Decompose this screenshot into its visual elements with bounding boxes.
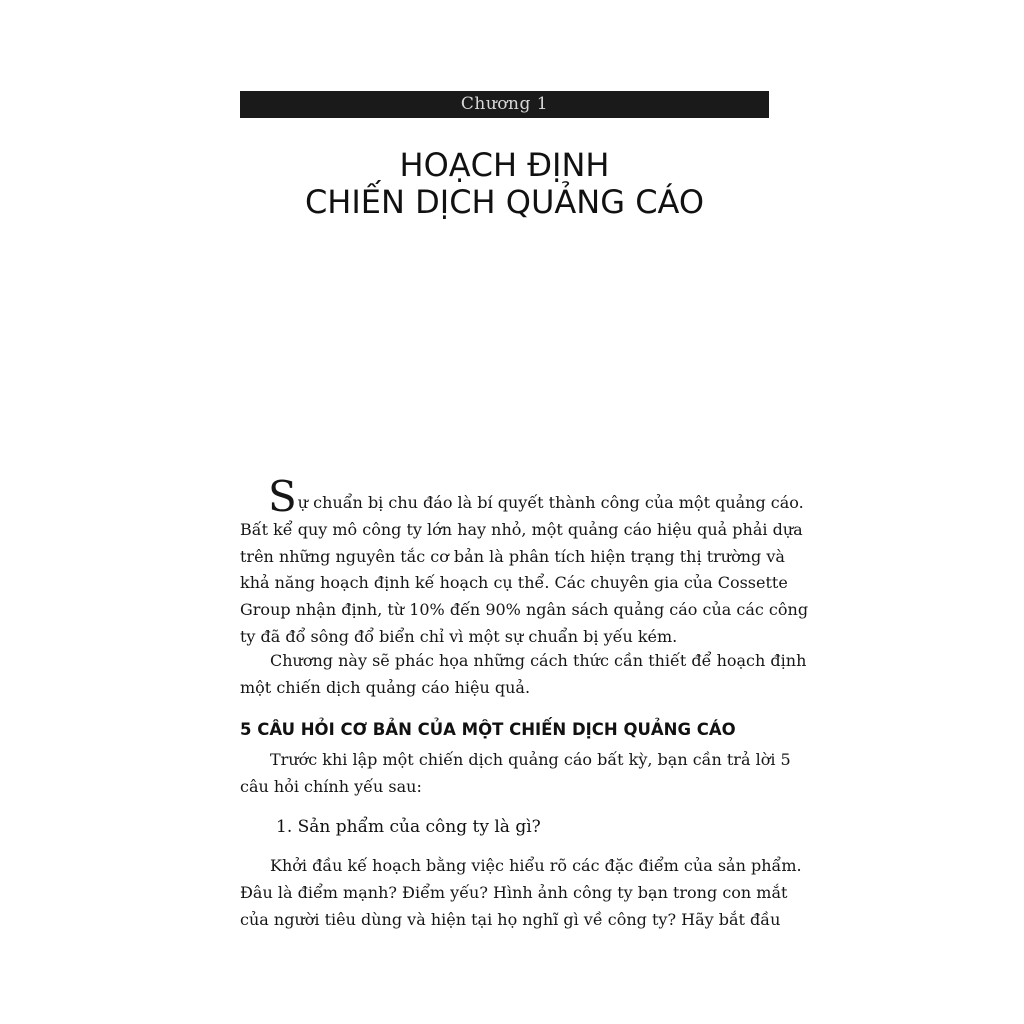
para2-line-1: Chương này sẽ phác họa những cách thức cần thiết để hoạch định: [270, 651, 807, 670]
intro-paragraph: [240, 472, 809, 651]
chapter-title-line-1: HOẠCH ĐỊNH: [399, 146, 610, 184]
intro-line-5: Group nhận định, từ 10% đến 90% ngân sách quảng cáo của các công: [240, 600, 809, 620]
question-1-heading: 1. Sản phẩm của công ty là gì?: [276, 817, 541, 837]
intro-line-2: Bất kể quy mô công ty lớn hay nhỏ, một quảng cáo hiệu quả phải dựa: [240, 519, 803, 539]
paragraph-2: [240, 648, 807, 702]
para4-line-3: của người tiêu dùng và hiện tại họ nghĩ gì về công ty? Hãy bắt đầu: [240, 909, 781, 929]
chapter-label: Chương 1: [460, 94, 549, 114]
intro-line-6: ty đã đổ sông đổ biển chỉ vì một sự chuẩn bị yếu kém.: [240, 626, 678, 646]
chapter-title-line-2: CHIẾN DỊCH QUẢNG CÁO: [304, 183, 705, 221]
paragraph-4: [240, 853, 802, 933]
intro-line-4: khả năng hoạch định kế hoạch cụ thể. Các chuyên gia của Cossette: [240, 573, 788, 593]
chapter-label-bar: [240, 91, 769, 118]
para2-line-2: một chiến dịch quảng cáo hiệu quả.: [240, 677, 531, 697]
para4-line-1: Khởi đầu kế hoạch bằng việc hiểu rõ các đặc điểm của sản phẩm.: [270, 856, 802, 875]
section-heading: 5 CÂU HỎI CƠ BẢN CỦA MỘT CHIẾN DỊCH QUẢNG CÁO: [240, 720, 736, 739]
para3-line-2: câu hỏi chính yếu sau:: [240, 776, 422, 796]
intro-line-1: Sự chuẩn bị chu đáo là bí quyết thành công của một quảng cáo.: [268, 472, 804, 521]
intro-line-3: trên những nguyên tắc cơ bản là phân tích hiện trạng thị trường và: [240, 546, 785, 566]
para4-line-2: Đâu là điểm mạnh? Điểm yếu? Hình ảnh công ty bạn trong con mắt: [240, 882, 788, 902]
para3-line-1: Trước khi lập một chiến dịch quảng cáo bất kỳ, bạn cần trả lời 5: [270, 750, 791, 769]
paragraph-3: [240, 747, 791, 801]
drop-cap: S: [268, 472, 297, 521]
